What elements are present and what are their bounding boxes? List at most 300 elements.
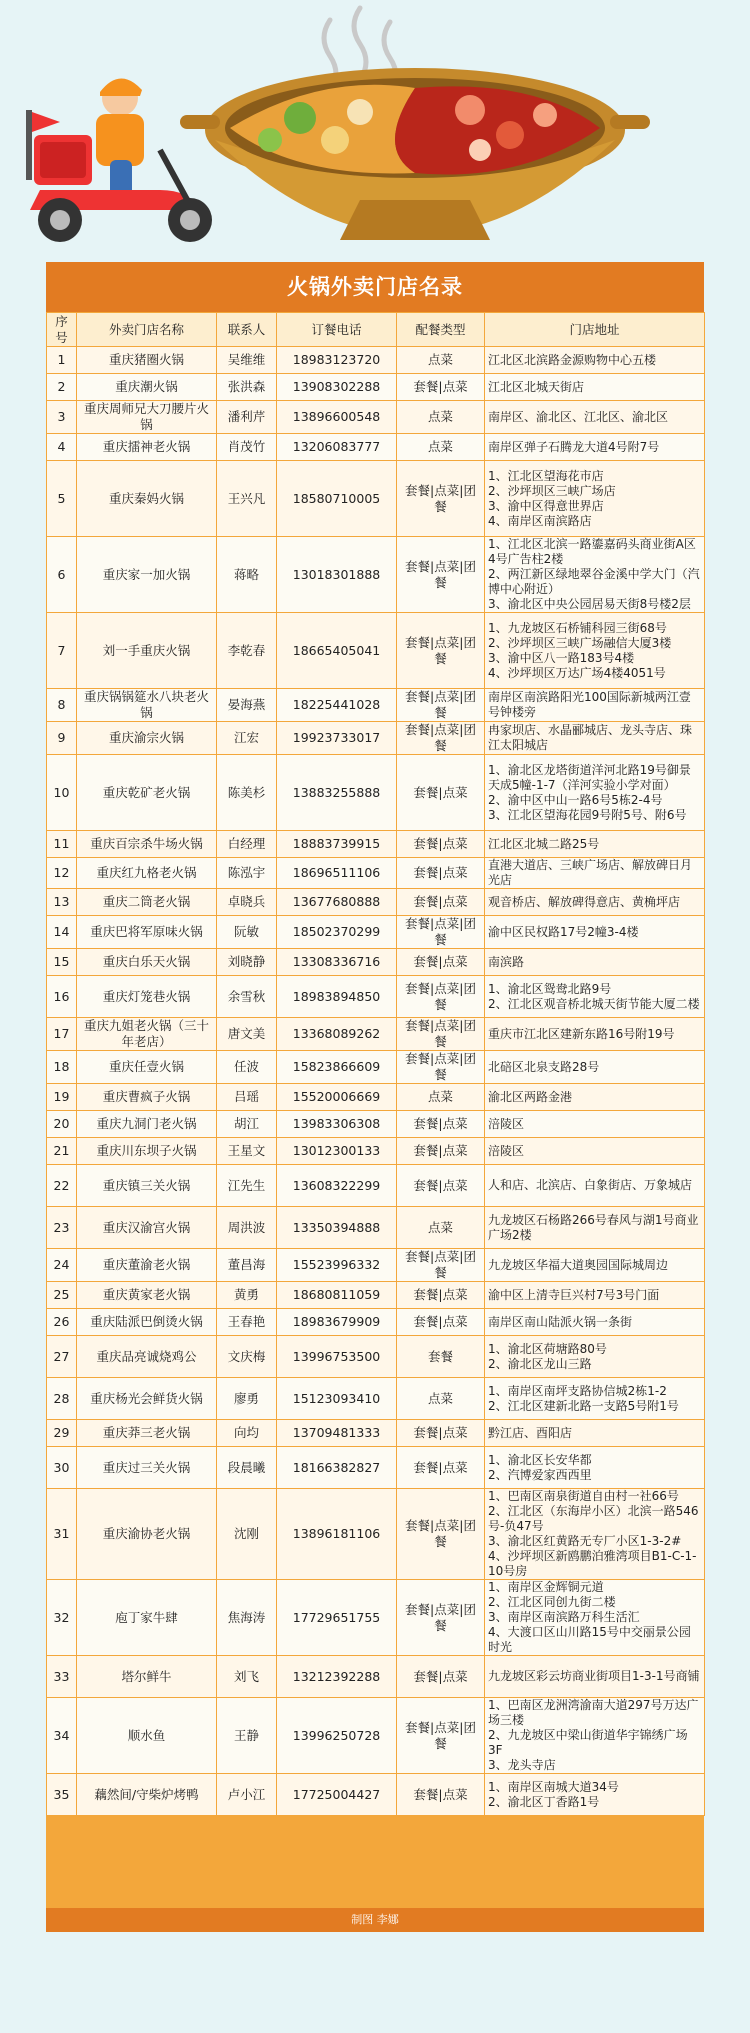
address-line: 1、渝北区龙塔街道洋河北路19号御景天成5幢-1-7（洋河实验小学对面）: [488, 762, 691, 792]
cell-contact: 董昌海: [217, 1249, 277, 1282]
table-row: [47, 755, 705, 831]
address-line: 1、南岸区南坪支路协信城2栋1-2: [488, 1383, 667, 1398]
address-line: 2、渝中区中山一路6号5栋2-4号: [488, 792, 663, 807]
cell-address: [485, 347, 705, 374]
cell-address: [485, 1111, 705, 1138]
cell-no: 33: [47, 1656, 77, 1698]
cell-contact: 李乾春: [217, 613, 277, 689]
address-line: 2、沙坪坝区三峡广场融信大厦3楼: [488, 635, 672, 650]
cell-phone: 17729651755: [277, 1580, 397, 1656]
cell-no: 21: [47, 1138, 77, 1165]
cell-no: 34: [47, 1698, 77, 1774]
cell-store-name: 重庆周师兄大刀腰片火锅: [77, 401, 217, 434]
table-row: [47, 1309, 705, 1336]
cell-address: [485, 1084, 705, 1111]
table-row: [47, 976, 705, 1018]
cell-contact: 向均: [217, 1420, 277, 1447]
table-row: [47, 461, 705, 537]
cell-store-name: 重庆乾矿老火锅: [77, 755, 217, 831]
cell-address: [485, 1138, 705, 1165]
address-line: 北碚区北泉支路28号: [488, 1059, 600, 1074]
cell-store-name: 重庆过三关火锅: [77, 1447, 217, 1489]
table-row: [47, 1489, 705, 1580]
cell-no: 1: [47, 347, 77, 374]
address-line: 1、渝北区鸳鸯北路9号: [488, 981, 612, 996]
cell-phone: 15823866609: [277, 1051, 397, 1084]
cell-no: 4: [47, 434, 77, 461]
cell-contact: 吕瑶: [217, 1084, 277, 1111]
cell-store-name: 重庆渝宗火锅: [77, 722, 217, 755]
cell-no: 35: [47, 1774, 77, 1816]
address-line: 3、渝北区红黄路无专厂小区1-3-2#: [488, 1534, 682, 1548]
cell-type: 套餐|点菜: [397, 1138, 485, 1165]
cell-address: [485, 1420, 705, 1447]
cell-type: 套餐: [397, 1336, 485, 1378]
cell-no: 5: [47, 461, 77, 537]
cell-contact: 蒋略: [217, 537, 277, 613]
cell-type: 套餐|点菜|团餐: [397, 1249, 485, 1282]
table-row: [47, 434, 705, 461]
cell-phone: 18983894850: [277, 976, 397, 1018]
cell-no: 31: [47, 1489, 77, 1580]
cell-type: 套餐|点菜|团餐: [397, 613, 485, 689]
cell-no: 13: [47, 889, 77, 916]
cell-store-name: 重庆锅锅筵水八块老火锅: [77, 689, 217, 722]
cell-address: [485, 1489, 705, 1580]
cell-contact: 廖勇: [217, 1378, 277, 1420]
table-row: [47, 1207, 705, 1249]
address-line: 4、沙坪坝区万达广场4楼4051号: [488, 665, 666, 680]
cell-address: [485, 401, 705, 434]
store-table: [46, 312, 705, 1816]
cell-phone: 13709481333: [277, 1420, 397, 1447]
cell-no: 2: [47, 374, 77, 401]
cell-type: 套餐|点菜: [397, 889, 485, 916]
cell-address: [485, 461, 705, 537]
cell-contact: 任波: [217, 1051, 277, 1084]
address-line: 2、两江新区绿地翠谷金溪中学大门（汽博中心附近）: [488, 567, 700, 596]
cell-type: 点菜: [397, 434, 485, 461]
cell-store-name: 重庆巴将军原味火锅: [77, 916, 217, 949]
address-line: 南岸区南滨路阳光100国际新城两江壹号钟楼旁: [488, 690, 691, 719]
cell-type: 套餐|点菜|团餐: [397, 1489, 485, 1580]
cell-no: 28: [47, 1378, 77, 1420]
cell-no: 11: [47, 831, 77, 858]
cell-phone: 13677680888: [277, 889, 397, 916]
table-row: [47, 347, 705, 374]
table-row: [47, 831, 705, 858]
table-row: [47, 689, 705, 722]
table-row: [47, 1774, 705, 1816]
cell-phone: 13896600548: [277, 401, 397, 434]
address-line: 1、渝北区荷塘路80号: [488, 1341, 607, 1356]
address-line: 涪陵区: [488, 1143, 525, 1158]
address-line: 重庆市江北区建新东路16号附19号: [488, 1026, 675, 1041]
cell-store-name: 重庆汉渝宫火锅: [77, 1207, 217, 1249]
cell-store-name: 重庆品亮诚烧鸡公: [77, 1336, 217, 1378]
cell-store-name: 藕然间/守柴炉烤鸭: [77, 1774, 217, 1816]
cell-no: 14: [47, 916, 77, 949]
address-line: 九龙坡区华福大道奥园国际城周边: [488, 1257, 669, 1272]
cell-contact: 王兴凡: [217, 461, 277, 537]
cell-no: 15: [47, 949, 77, 976]
cell-store-name: 重庆莽三老火锅: [77, 1420, 217, 1447]
footer-credit: 制图 李娜: [46, 1908, 704, 1932]
cell-address: [485, 434, 705, 461]
cell-phone: 13368089262: [277, 1018, 397, 1051]
address-line: 直港大道店、三峡广场店、解放碑日月光店: [488, 858, 693, 887]
cell-type: 套餐|点菜|团餐: [397, 722, 485, 755]
cell-store-name: 重庆百宗杀牛场火锅: [77, 831, 217, 858]
header-type: 配餐类型: [397, 313, 485, 347]
cell-phone: 13908302288: [277, 374, 397, 401]
table-row: [47, 374, 705, 401]
address-line: 渝中区民权路17号2幢3-4楼: [488, 924, 639, 939]
cell-phone: 18983123720: [277, 347, 397, 374]
address-line: 黔江店、酉阳店: [488, 1425, 573, 1440]
table-row: [47, 1656, 705, 1698]
cell-phone: 15520006669: [277, 1084, 397, 1111]
cell-no: 16: [47, 976, 77, 1018]
table-row: [47, 401, 705, 434]
cell-type: 套餐|点菜: [397, 1656, 485, 1698]
cell-phone: 18225441028: [277, 689, 397, 722]
address-line: 江北区北滨路金源购物中心五楼: [488, 352, 657, 367]
cell-no: 8: [47, 689, 77, 722]
cell-address: [485, 1018, 705, 1051]
address-line: 江北区北城二路25号: [488, 836, 600, 851]
cell-address: [485, 1336, 705, 1378]
cell-phone: 18580710005: [277, 461, 397, 537]
page-title: 火锅外卖门店名录: [46, 262, 704, 312]
cell-no: 10: [47, 755, 77, 831]
table-row: [47, 889, 705, 916]
cell-contact: 陈美杉: [217, 755, 277, 831]
cell-no: 17: [47, 1018, 77, 1051]
cell-phone: 13212392288: [277, 1656, 397, 1698]
table-row: [47, 1084, 705, 1111]
cell-type: 点菜: [397, 1084, 485, 1111]
table-row: [47, 1698, 705, 1774]
address-line: 1、江北区望海花市店: [488, 468, 604, 483]
cell-phone: 13883255888: [277, 755, 397, 831]
address-line: 2、江北区（东海岸小区）北滨一路546号-负47号: [488, 1504, 699, 1533]
cell-store-name: 顺水鱼: [77, 1698, 217, 1774]
cell-no: 12: [47, 858, 77, 889]
cell-address: [485, 1774, 705, 1816]
cell-phone: 18696511106: [277, 858, 397, 889]
cell-contact: 刘飞: [217, 1656, 277, 1698]
cell-address: [485, 1698, 705, 1774]
address-line: 渝北区两路金港: [488, 1089, 573, 1104]
cell-store-name: 庖丁家牛肆: [77, 1580, 217, 1656]
cell-type: 套餐|点菜: [397, 1111, 485, 1138]
cell-store-name: 重庆红九格老火锅: [77, 858, 217, 889]
cell-type: 套餐|点菜: [397, 858, 485, 889]
address-line: 南岸区弹子石腾龙大道4号附7号: [488, 439, 660, 454]
cell-no: 20: [47, 1111, 77, 1138]
cell-phone: 17725004427: [277, 1774, 397, 1816]
cell-no: 23: [47, 1207, 77, 1249]
address-line: 南岸区南山陆派火锅一条街: [488, 1314, 633, 1329]
address-line: 4、沙坪坝区新鸥鹏泊雅湾项目B1-C-1-10号房: [488, 1549, 697, 1578]
cell-type: 套餐|点菜|团餐: [397, 1698, 485, 1774]
cell-contact: 卓晓兵: [217, 889, 277, 916]
cell-type: 点菜: [397, 1378, 485, 1420]
cell-phone: 18883739915: [277, 831, 397, 858]
cell-phone: 13018301888: [277, 537, 397, 613]
address-line: 2、江北区建新北路一支路5号附1号: [488, 1398, 679, 1413]
cell-contact: 潘利芹: [217, 401, 277, 434]
cell-phone: 18502370299: [277, 916, 397, 949]
cell-address: [485, 689, 705, 722]
table-row: [47, 1018, 705, 1051]
cell-contact: 张洪森: [217, 374, 277, 401]
header-contact: 联系人: [217, 313, 277, 347]
address-line: 九龙坡区彩云坊商业街项目1-3-1号商铺: [488, 1669, 700, 1683]
cell-contact: 胡江: [217, 1111, 277, 1138]
address-line: 2、渝北区龙山三路: [488, 1356, 592, 1371]
cell-address: [485, 1309, 705, 1336]
cell-no: 18: [47, 1051, 77, 1084]
cell-store-name: 重庆陆派巴倒烫火锅: [77, 1309, 217, 1336]
address-line: 渝中区上清寺巨兴村7号3号门面: [488, 1287, 660, 1302]
cell-store-name: 塔尔鲜牛: [77, 1656, 217, 1698]
table-row: [47, 1165, 705, 1207]
cell-type: 套餐|点菜|团餐: [397, 1051, 485, 1084]
cell-store-name: 重庆川东坝子火锅: [77, 1138, 217, 1165]
address-line: 南岸区、渝北区、江北区、渝北区: [488, 409, 669, 424]
address-line: 2、渝北区丁香路1号: [488, 1794, 600, 1809]
cell-type: 套餐|点菜|团餐: [397, 916, 485, 949]
cell-no: 19: [47, 1084, 77, 1111]
table-row: [47, 949, 705, 976]
cell-phone: 13608322299: [277, 1165, 397, 1207]
address-line: 观音桥店、解放碑得意店、黄桷坪店: [488, 894, 681, 909]
cell-address: [485, 374, 705, 401]
address-line: 南滨路: [488, 954, 525, 969]
cell-contact: 刘晓静: [217, 949, 277, 976]
table-row: [47, 1378, 705, 1420]
cell-contact: 余雪秋: [217, 976, 277, 1018]
cell-phone: 13983306308: [277, 1111, 397, 1138]
cell-phone: 13996250728: [277, 1698, 397, 1774]
address-line: 1、九龙坡区石桥铺科园三街68号: [488, 620, 667, 635]
cell-contact: 焦海涛: [217, 1580, 277, 1656]
cell-type: 套餐|点菜: [397, 1309, 485, 1336]
cell-no: 22: [47, 1165, 77, 1207]
cell-address: [485, 1165, 705, 1207]
cell-phone: 13996753500: [277, 1336, 397, 1378]
table-row: [47, 1420, 705, 1447]
cell-phone: 18680811059: [277, 1282, 397, 1309]
cell-type: 套餐|点菜: [397, 949, 485, 976]
address-line: 1、南岸区金辉铜元道: [488, 1580, 604, 1594]
cell-store-name: 重庆灯笼巷火锅: [77, 976, 217, 1018]
address-line: 4、大渡口区山川路15号中交丽景公园时光: [488, 1625, 691, 1654]
header-phone: 订餐电话: [277, 313, 397, 347]
cell-address: [485, 1207, 705, 1249]
table-row: [47, 1051, 705, 1084]
cell-type: 套餐|点菜|团餐: [397, 1018, 485, 1051]
cell-store-name: 重庆黄家老火锅: [77, 1282, 217, 1309]
address-line: 涪陵区: [488, 1116, 525, 1131]
cell-no: 3: [47, 401, 77, 434]
cell-no: 6: [47, 537, 77, 613]
cell-phone: 13350394888: [277, 1207, 397, 1249]
cell-store-name: 重庆猪圈火锅: [77, 347, 217, 374]
address-line: 江北区北城天街店: [488, 379, 585, 394]
cell-address: [485, 976, 705, 1018]
cell-address: [485, 1282, 705, 1309]
hotpot-icon: [180, 68, 650, 240]
cell-type: 套餐|点菜|团餐: [397, 1580, 485, 1656]
cell-type: 套餐|点菜: [397, 374, 485, 401]
cell-address: [485, 858, 705, 889]
address-line: 九龙坡区石杨路266号春风与湖1号商业广场2楼: [488, 1212, 699, 1242]
table-row: [47, 722, 705, 755]
cell-no: 25: [47, 1282, 77, 1309]
table-body: [47, 347, 705, 1816]
address-line: 1、渝北区长安华都: [488, 1452, 592, 1467]
cell-no: 29: [47, 1420, 77, 1447]
cell-address: [485, 613, 705, 689]
address-line: 1、巴南区龙洲湾渝南大道297号万达广场三楼: [488, 1698, 699, 1727]
cell-address: [485, 831, 705, 858]
cell-contact: 周洪波: [217, 1207, 277, 1249]
table-row: [47, 537, 705, 613]
cell-no: 30: [47, 1447, 77, 1489]
address-line: 冉家坝店、水晶郦城店、龙头寺店、珠江太阳城店: [488, 723, 693, 752]
table-row: [47, 1580, 705, 1656]
cell-phone: 13308336716: [277, 949, 397, 976]
cell-no: 9: [47, 722, 77, 755]
cell-address: [485, 1656, 705, 1698]
cell-type: 套餐|点菜|团餐: [397, 976, 485, 1018]
cell-address: [485, 916, 705, 949]
address-line: 人和店、北滨店、白象街店、万象城店: [488, 1178, 693, 1192]
cell-store-name: 重庆董渝老火锅: [77, 1249, 217, 1282]
cell-phone: 19923733017: [277, 722, 397, 755]
cell-contact: 王春艳: [217, 1309, 277, 1336]
cell-type: 套餐|点菜|团餐: [397, 689, 485, 722]
address-line: 4、南岸区南滨路店: [488, 513, 592, 528]
cell-address: [485, 949, 705, 976]
cell-no: 7: [47, 613, 77, 689]
address-line: 1、巴南区南泉街道自由村一社66号: [488, 1489, 679, 1503]
address-line: 2、江北区同创九街二楼: [488, 1595, 616, 1609]
cell-phone: 15123093410: [277, 1378, 397, 1420]
cell-address: [485, 1051, 705, 1084]
cell-store-name: 重庆秦妈火锅: [77, 461, 217, 537]
cell-no: 32: [47, 1580, 77, 1656]
cell-store-name: 重庆擂神老火锅: [77, 434, 217, 461]
address-line: 3、渝中区八一路183号4楼: [488, 650, 635, 665]
table-row: [47, 1138, 705, 1165]
cell-type: 点菜: [397, 347, 485, 374]
address-line: 3、渝中区得意世界店: [488, 498, 604, 513]
cell-phone: 18983679909: [277, 1309, 397, 1336]
table-header-row: [47, 313, 705, 347]
table-row: [47, 613, 705, 689]
cell-contact: 文庆梅: [217, 1336, 277, 1378]
cell-contact: 黄勇: [217, 1282, 277, 1309]
table-row: [47, 1447, 705, 1489]
cell-store-name: 刘一手重庆火锅: [77, 613, 217, 689]
cell-contact: 肖茂竹: [217, 434, 277, 461]
address-line: 2、江北区观音桥北城天街节能大厦二楼: [488, 996, 700, 1011]
table-row: [47, 858, 705, 889]
cell-contact: 晏海燕: [217, 689, 277, 722]
cell-contact: 江先生: [217, 1165, 277, 1207]
cell-store-name: 重庆家一加火锅: [77, 537, 217, 613]
cell-type: 点菜: [397, 401, 485, 434]
cell-address: [485, 1447, 705, 1489]
cell-contact: 白经理: [217, 831, 277, 858]
cell-address: [485, 1249, 705, 1282]
cell-store-name: 重庆潮火锅: [77, 374, 217, 401]
cell-phone: 18166382827: [277, 1447, 397, 1489]
cell-address: [485, 889, 705, 916]
cell-store-name: 重庆九洞门老火锅: [77, 1111, 217, 1138]
address-line: 3、龙头寺店: [488, 1758, 556, 1772]
cell-type: 套餐|点菜: [397, 1774, 485, 1816]
address-line: 2、九龙坡区中梁山街道华宇锦绣广场3F: [488, 1728, 688, 1757]
cell-no: 27: [47, 1336, 77, 1378]
cell-phone: 18665405041: [277, 613, 397, 689]
cell-contact: 沈刚: [217, 1489, 277, 1580]
delivery-rider-icon: [26, 78, 154, 200]
table-row: [47, 1111, 705, 1138]
cell-store-name: 重庆杨光会鲜货火锅: [77, 1378, 217, 1420]
address-line: 3、江北区望海花园9号附5号、附6号: [488, 807, 687, 822]
cell-address: [485, 1378, 705, 1420]
address-line: 2、汽博爱家西西里: [488, 1467, 592, 1482]
table-row: [47, 1336, 705, 1378]
cell-type: 套餐|点菜: [397, 1165, 485, 1207]
cell-type: 套餐|点菜: [397, 1447, 485, 1489]
cell-type: 套餐|点菜: [397, 1420, 485, 1447]
header-no: 序号: [47, 313, 77, 347]
cell-no: 24: [47, 1249, 77, 1282]
cell-no: 26: [47, 1309, 77, 1336]
cell-contact: 唐文美: [217, 1018, 277, 1051]
cell-type: 套餐|点菜: [397, 831, 485, 858]
cell-store-name: 重庆九姐老火锅（三十年老店）: [77, 1018, 217, 1051]
address-line: 2、沙坪坝区三峡广场店: [488, 483, 616, 498]
table-row: [47, 1249, 705, 1282]
address-line: 1、江北区北滨一路鎏嘉码头商业街A区4号广告柱2楼: [488, 537, 696, 566]
address-line: 1、南岸区南城大道34号: [488, 1779, 619, 1794]
cell-type: 点菜: [397, 1207, 485, 1249]
cell-phone: 13896181106: [277, 1489, 397, 1580]
cell-store-name: 重庆白乐天火锅: [77, 949, 217, 976]
cell-type: 套餐|点菜: [397, 1282, 485, 1309]
cell-address: [485, 755, 705, 831]
cell-store-name: 重庆二筒老火锅: [77, 889, 217, 916]
address-line: 3、渝北区中央公园居易天街8号楼2层: [488, 597, 691, 611]
table-row: [47, 916, 705, 949]
cell-phone: 13206083777: [277, 434, 397, 461]
cell-contact: 卢小江: [217, 1774, 277, 1816]
cell-store-name: 重庆渝协老火锅: [77, 1489, 217, 1580]
cell-phone: 13012300133: [277, 1138, 397, 1165]
cell-contact: 王星文: [217, 1138, 277, 1165]
header-address: 门店地址: [485, 313, 705, 347]
cell-phone: 15523996332: [277, 1249, 397, 1282]
cell-contact: 段晨曦: [217, 1447, 277, 1489]
cell-address: [485, 722, 705, 755]
